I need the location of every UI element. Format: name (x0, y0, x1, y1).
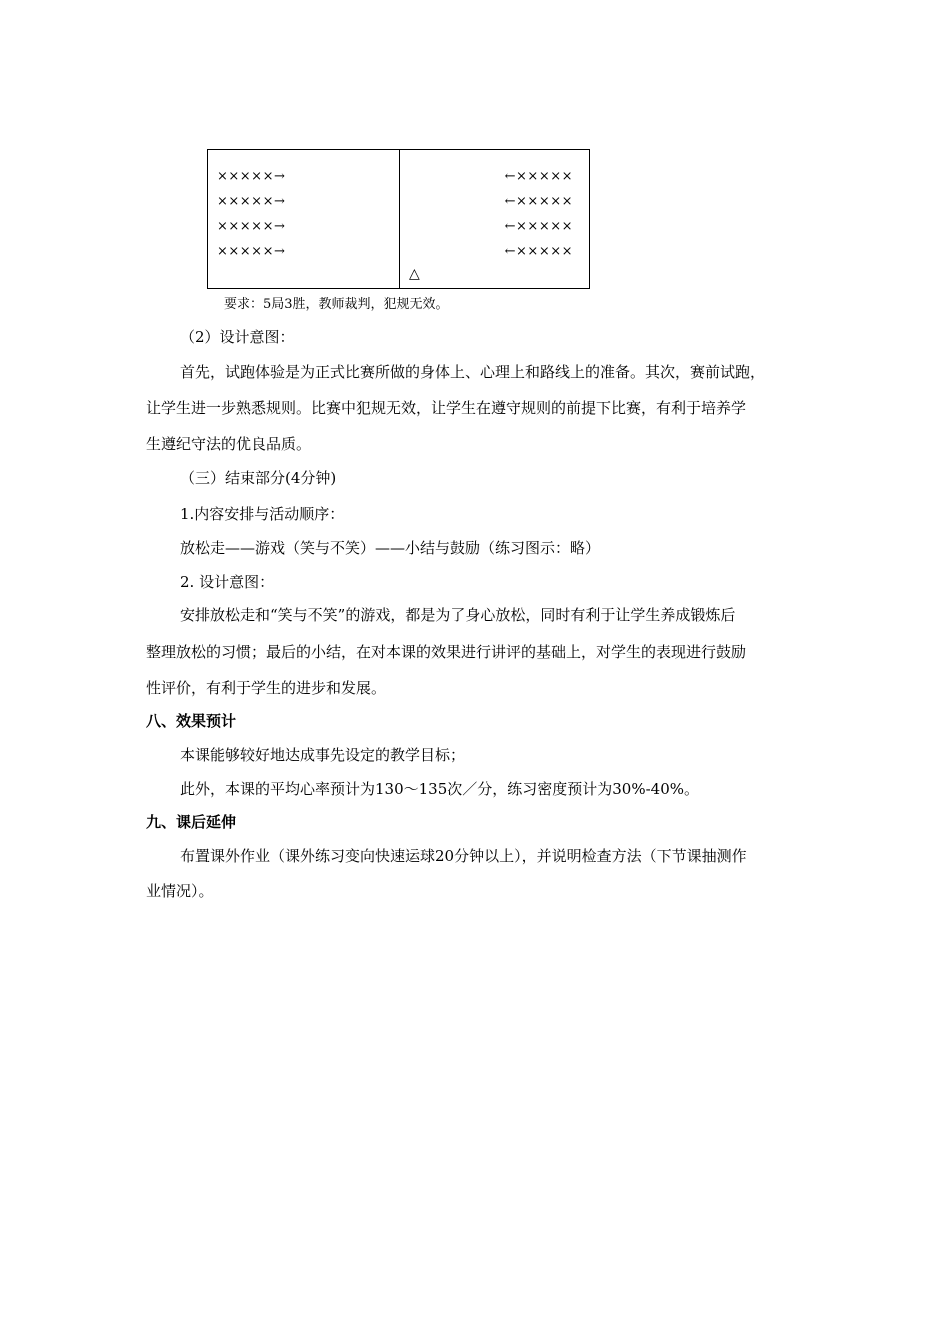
right-team-row: ←××××× (504, 194, 573, 209)
referee-triangle-icon: △ (409, 266, 420, 282)
right-team-row: ←××××× (504, 244, 573, 259)
left-team-row: ×××××→ (217, 219, 286, 234)
paragraph-line: 安排放松走和“笑与不笑”的游戏，都是为了身心放松，同时有利于让学生养成锻炼后 (180, 606, 736, 624)
list-item-content: 放松走——游戏（笑与不笑）——小结与鼓励（练习图示：略） (180, 539, 601, 557)
left-team-row: ×××××→ (217, 194, 286, 209)
paragraph-line: 此外，本课的平均心率预计为130～135次／分，练习密度预计为30%-40%。 (180, 780, 700, 798)
right-team-row: ←××××× (504, 219, 573, 234)
heading-effect-forecast: 八、效果预计 (146, 712, 237, 730)
center-line (399, 150, 400, 288)
left-team-row: ×××××→ (217, 244, 286, 259)
paragraph-line: 生遵纪守法的优良品质。 (146, 435, 312, 453)
paragraph-line: 让学生进一步熟悉规则。比赛中犯规无效，让学生在遵守规则的前提下比赛，有利于培养学 (146, 399, 747, 417)
heading-after-class: 九、课后延伸 (146, 813, 237, 831)
left-team-row: ×××××→ (217, 169, 286, 184)
paragraph-line: 布置课外作业（课外练习变向快速运球20分钟以上），并说明检查方法（下节课抽测作 (180, 847, 747, 865)
paragraph-line: 首先，试跑体验是为正式比赛所做的身体上、心理上和路线上的准备。其次，赛前试跑， (180, 363, 766, 381)
court-diagram (207, 149, 590, 289)
design-intent-heading: （2）设计意图： (180, 328, 295, 346)
diagram-caption: 要求：5局3胜，教师裁判，犯规无效。 (224, 297, 449, 312)
list-item: 2. 设计意图： (180, 573, 275, 591)
paragraph-line: 性评价，有利于学生的进步和发展。 (146, 679, 387, 697)
paragraph-line: 业情况）。 (146, 882, 214, 900)
list-item: 1.内容安排与活动顺序： (180, 505, 345, 523)
right-team-row: ←××××× (504, 169, 573, 184)
paragraph-line: 整理放松的习惯；最后的小结，在对本课的效果进行讲评的基础上，对学生的表现进行鼓励 (146, 643, 747, 661)
paragraph-line: 本课能够较好地达成事先设定的教学目标； (180, 746, 466, 764)
section-title: （三）结束部分(4分钟) (180, 469, 337, 487)
